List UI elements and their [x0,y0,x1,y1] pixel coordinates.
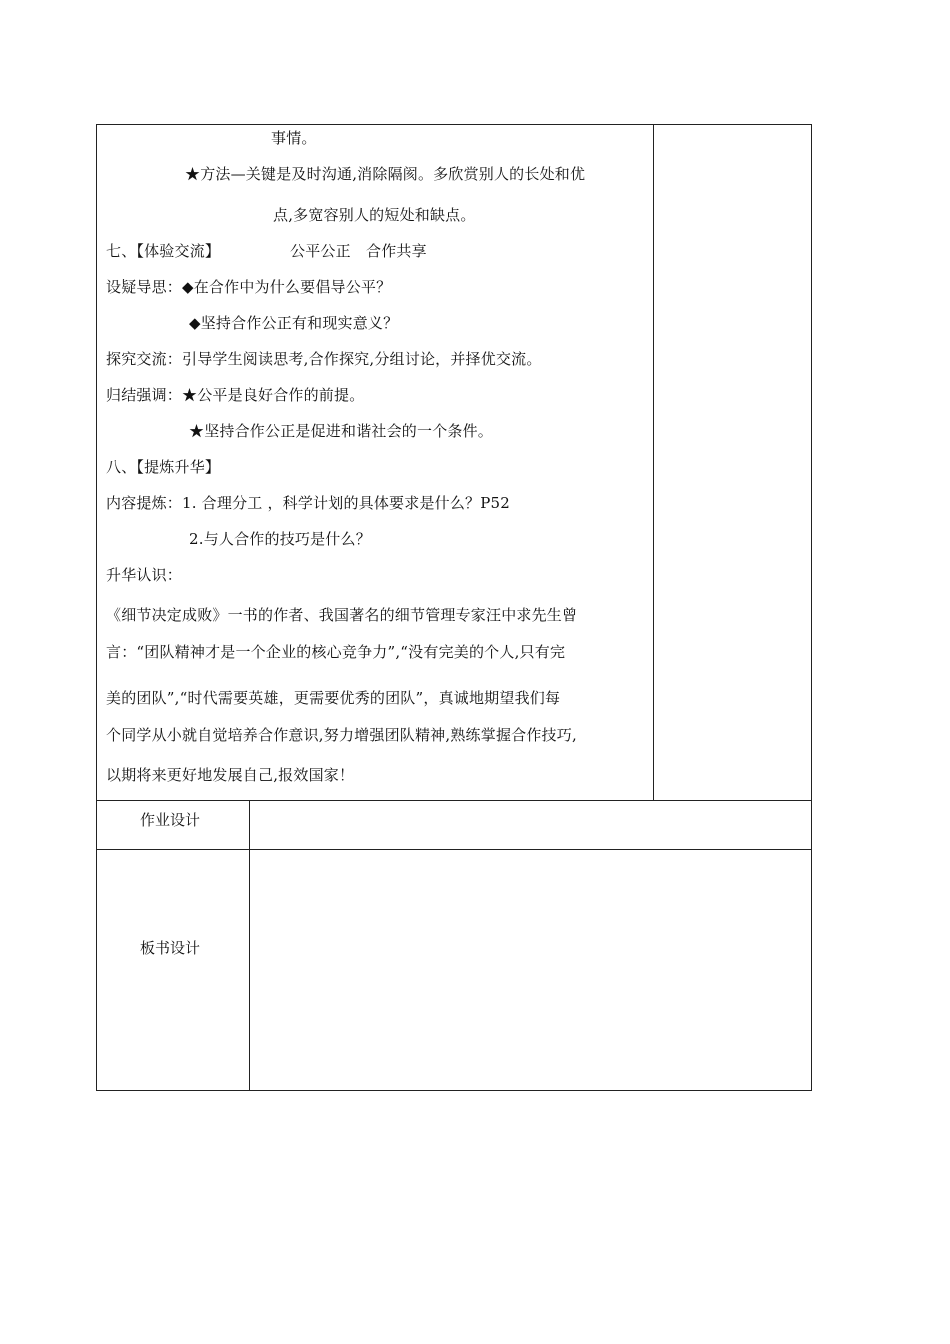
text-line: 2.与人合作的技巧是什么？ [189,530,371,548]
board-cell [250,850,811,1090]
text-line: 内容提炼：1. 合理分工 ，科学计划的具体要求是什么？P52 [106,494,511,512]
text-line: 升华认识： [106,566,183,584]
text-line: 探究交流：引导学生阅读思考,合作探究,分组讨论，并择优交流。 [106,350,542,368]
section-heading: 七、【体验交流】 [106,242,221,260]
section-subtitle: 公平公正 合作共享 [290,242,427,260]
table-divider [653,124,654,800]
text-line: 归结强调：★公平是良好合作的前提。 [106,386,365,404]
homework-label: 作业设计 [140,811,201,829]
text-line: 事情。 [271,129,317,147]
board-label: 板书设计 [140,939,201,957]
text-line: 设疑导思：◆在合作中为什么要倡导公平？ [106,278,392,296]
paragraph-line: 《细节决定成败》一书的作者、我国著名的细节管理专家汪中求先生曾 [106,606,578,624]
homework-cell [250,801,811,849]
paragraph-line: 言：“团队精神才是一个企业的核心竞争力”,“没有完美的个人,只有完 [106,643,566,661]
section-heading: 八、【提炼升华】 [106,458,221,476]
text-line: 点,多宽容别人的短处和缺点。 [273,206,476,224]
paragraph-line: 以期将来更好地发展自己,报效国家！ [106,766,355,784]
paragraph-line: 美的团队”,“时代需要英雄，更需要优秀的团队”，真诚地期望我们每 [106,689,561,707]
text-line: ★方法—关键是及时沟通,消除隔阂。多欣赏别人的长处和优 [185,165,586,183]
text-line: ◆坚持合作公正有和现实意义？ [189,314,399,332]
paragraph-line: 个同学从小就自觉培养合作意识,努力增强团队精神,熟练掌握合作技巧, [106,726,577,744]
text-line: ★坚持合作公正是促进和谐社会的一个条件。 [189,422,494,440]
